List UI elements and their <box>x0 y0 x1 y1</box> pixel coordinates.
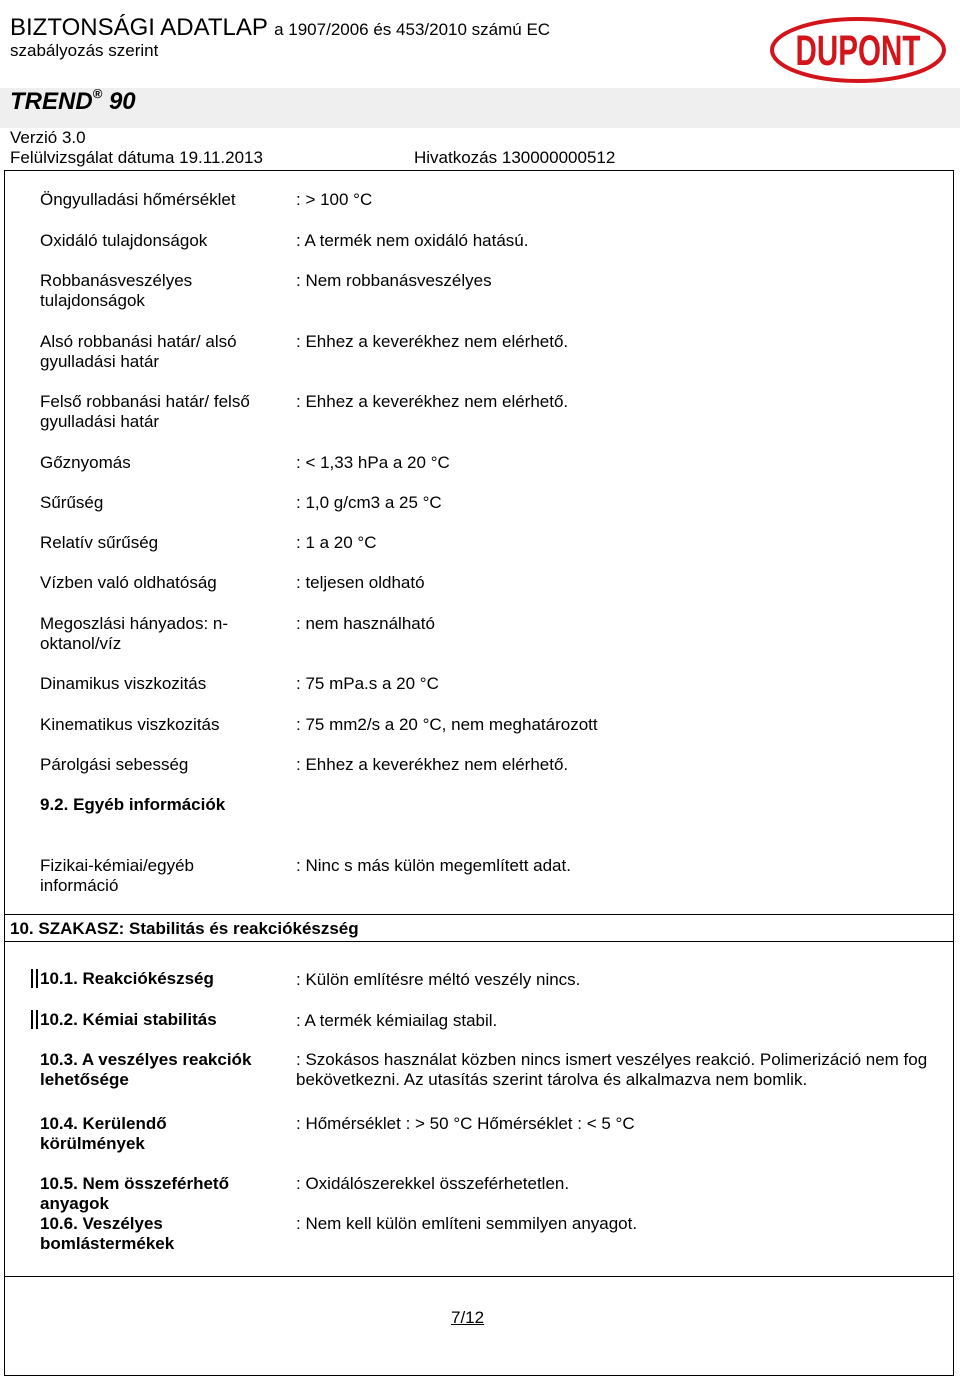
section-heading-10: 10. SZAKASZ: Stabilitás és reakciókészség <box>10 919 359 938</box>
revision-bar <box>36 969 38 988</box>
document-title <box>10 14 550 42</box>
stability-item-label: 10.6. Veszélyes bomlástermékek <box>40 1214 175 1253</box>
stability-item-value: : Nem kell külön említeni semmilyen anyagot. <box>296 1214 638 1233</box>
property-label: Vízben való oldhatóság <box>40 573 217 592</box>
revision-bar <box>31 969 33 988</box>
stability-item-value: : Külön említésre méltó veszély nincs. <box>296 970 581 989</box>
subsection-heading-9-2: 9.2. Egyéb információk <box>40 795 226 814</box>
stability-item-value: : Hőmérséklet : > 50 °C Hőmérséklet : < 5 °C <box>296 1114 635 1133</box>
property-label: Sűrűség <box>40 493 104 512</box>
property-value: : Ninc s más külön megemlített adat. <box>296 856 571 875</box>
property-label: Robbanásveszélyes tulajdonságok <box>40 271 193 310</box>
stability-item-label: 10.4. Kerülendő körülmények <box>40 1114 167 1153</box>
property-value: : 75 mPa.s a 20 °C <box>296 674 439 693</box>
stability-item-value: : A termék kémiailag stabil. <box>296 1011 498 1030</box>
svg-text:DUPONT: DUPONT <box>795 26 921 75</box>
stability-item-value: : Oxidálószerekkel összeférhetetlen. <box>296 1174 570 1193</box>
title-main: BIZTONSÁGI ADATLAP <box>10 14 268 41</box>
trade-name <box>10 88 136 116</box>
property-label: Dinamikus viszkozitás <box>40 674 207 693</box>
stability-item-label: 10.3. A veszélyes reakciók lehetősége <box>40 1050 252 1089</box>
property-value: : teljesen oldható <box>296 573 425 592</box>
property-value: : Ehhez a keverékhez nem elérhető. <box>296 332 569 351</box>
document-header <box>0 0 960 170</box>
property-label: Öngyulladási hőmérséklet <box>40 190 236 209</box>
property-label: Felső robbanási határ/ felső gyulladási határ <box>40 392 250 431</box>
property-value: : > 100 °C <box>296 190 373 209</box>
property-label: Kinematikus viszkozitás <box>40 715 220 734</box>
property-value: : Nem robbanásveszélyes <box>296 271 492 290</box>
property-label: Párolgási sebesség <box>40 755 189 774</box>
revision-bar <box>36 1010 38 1029</box>
property-value: : 1 a 20 °C <box>296 533 377 552</box>
stability-item-label: 10.2. Kémiai stabilitás <box>40 1010 217 1029</box>
reference-number: Hivatkozás 130000000512 <box>414 148 616 167</box>
property-value: : nem használható <box>296 614 435 633</box>
version-label: Verzió 3.0 <box>10 128 86 147</box>
section-divider <box>5 941 953 942</box>
trade-name-text: TREND <box>10 88 93 115</box>
property-value: : < 1,33 hPa a 20 °C <box>296 453 450 472</box>
stability-item-label: 10.1. Reakciókészség <box>40 969 214 988</box>
title-regulation: szabályozás szerint <box>10 41 159 60</box>
property-label: Fizikai-kémiai/egyéb információ <box>40 856 194 895</box>
stability-item-value: : Szokásos használat közben nincs ismert veszélyes reakció. Polimerizáció nem fog bekövetkezni. Az utasítás szerint tárolva és alkalmazva nem bomlik. <box>296 1050 928 1089</box>
property-label: Alsó robbanási határ/ alsó gyulladási határ <box>40 332 237 371</box>
property-value: : 1,0 g/cm3 a 25 °C <box>296 493 442 512</box>
revision-bar <box>31 1010 33 1029</box>
stability-item-label: 10.5. Nem összeférhető anyagok <box>40 1174 229 1213</box>
trade-name-band <box>0 88 960 128</box>
property-value: : 75 mm2/s a 20 °C, nem meghatározott <box>296 715 598 734</box>
registered-mark: ® <box>92 86 103 101</box>
page-number: 7/12 <box>451 1308 485 1327</box>
property-value: : A termék nem oxidáló hatású. <box>296 231 529 250</box>
revision-date: Felülvizsgálat dátuma 19.11.2013 <box>10 148 263 167</box>
property-label: Gőznyomás <box>40 453 131 472</box>
dupont-logo <box>769 16 947 84</box>
property-value: : Ehhez a keverékhez nem elérhető. <box>296 392 569 411</box>
property-label: Megoszlási hányados: n-oktanol/víz <box>40 614 229 653</box>
trade-name-number: 90 <box>108 88 136 115</box>
property-label: Oxidáló tulajdonságok <box>40 231 208 250</box>
property-value: : Ehhez a keverékhez nem elérhető. <box>296 755 569 774</box>
section-divider <box>5 914 953 915</box>
title-sub: a 1907/2006 és 453/2010 számú EC <box>274 20 551 39</box>
property-label: Relatív sűrűség <box>40 533 159 552</box>
footer-divider <box>5 1276 953 1277</box>
